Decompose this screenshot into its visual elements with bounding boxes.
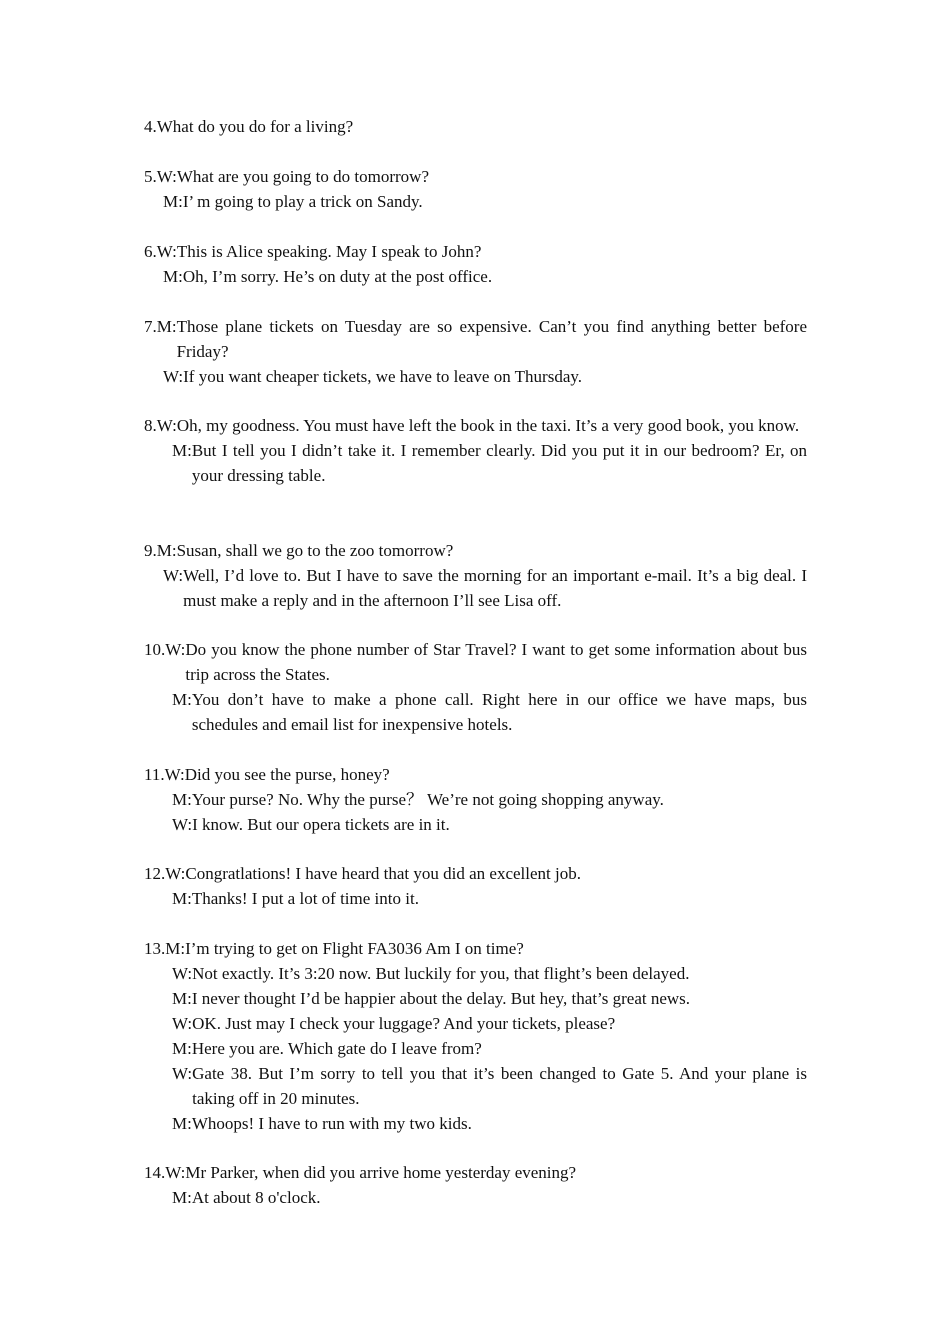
line-text: Well, I’d love to. But I have to save the morning for an important e-mail. It’s a big deal. I must make a reply and in the afternoon I’ll see Lisa off. (183, 566, 807, 610)
speaker-label: W: (156, 242, 177, 261)
question-5 (144, 164, 807, 214)
question-number: 5. (144, 167, 157, 186)
speaker-label: M: (163, 267, 183, 286)
dialogue-line (144, 687, 807, 737)
dialogue-line (144, 239, 807, 264)
dialogue-line (144, 1011, 807, 1036)
line-text: I never thought I’d be happier about the delay. But hey, that’s great news. (191, 989, 691, 1008)
speaker-label: W: (172, 815, 193, 834)
dialogue-line (144, 936, 807, 961)
dialogue-line (144, 986, 807, 1011)
dialogue-line (144, 961, 807, 986)
speaker-label: M: (172, 690, 192, 709)
line-text: Mr Parker, when did you arrive home yesterday evening? (185, 1163, 577, 1182)
dialogue-line (144, 364, 807, 389)
speaker-label: M: (165, 939, 186, 958)
question-4 (144, 114, 807, 139)
dialogue-line (144, 1160, 807, 1185)
line-text: Susan, shall we go to the zoo tomorrow? (176, 541, 454, 560)
question-number: 13. (144, 939, 166, 958)
dialogue-line (144, 189, 807, 214)
line-text: Do you know the phone number of Star Travel? I want to get some information about bus trip across the States. (185, 640, 807, 684)
question-6 (144, 239, 807, 289)
speaker-label: M: (156, 541, 177, 560)
question-12 (144, 861, 807, 911)
speaker-label: M: (172, 1039, 192, 1058)
dialogue-line (144, 1185, 807, 1210)
speaker-label: M: (172, 889, 192, 908)
line-text: Not exactly. It’s 3:20 now. But luckily for you, that flight’s been delayed. (192, 964, 690, 983)
dialogue-line (144, 637, 807, 687)
line-text: This is Alice speaking. May I speak to John? (176, 242, 482, 261)
line-text: I’ m going to play a trick on Sandy. (182, 192, 423, 211)
speaker-label: M: (172, 790, 192, 809)
speaker-label: W: (156, 416, 177, 435)
line-text: Gate 38. But I’m sorry to tell you that it’s been changed to Gate 5. And your plane is taking off in 20 minutes. (192, 1064, 807, 1108)
question-number: 14. (144, 1163, 166, 1182)
speaker-label: M: (172, 1114, 192, 1133)
dialogue-line (144, 1061, 807, 1111)
speaker-label: M: (172, 1188, 192, 1207)
dialogue-line (144, 762, 807, 787)
question-11 (144, 762, 807, 837)
question-number: 8. (144, 416, 157, 435)
question-number: 10. (144, 640, 166, 659)
dialogue-line (144, 812, 807, 837)
line-text: At about 8 o'clock. (191, 1188, 321, 1207)
dialogue-line (144, 114, 807, 139)
line-text: I know. But our opera tickets are in it. (192, 815, 450, 834)
dialogue-line (144, 314, 807, 364)
question-7 (144, 314, 807, 389)
speaker-label: W: (163, 566, 184, 585)
speaker-label: W: (164, 765, 185, 784)
line-text: What are you going to do tomorrow? (176, 167, 429, 186)
line-text: If you want cheaper tickets, we have to leave on Thursday. (183, 367, 583, 386)
question-10 (144, 637, 807, 737)
speaker-label: W: (156, 167, 177, 186)
dialogue-line (144, 1111, 807, 1136)
line-text: Whoops! I have to run with my two kids. (191, 1114, 472, 1133)
speaker-label: W: (165, 1163, 186, 1182)
question-number: 4. (144, 117, 157, 136)
dialogue-line (144, 438, 807, 488)
speaker-label: M: (163, 192, 183, 211)
dialogue-line (144, 538, 807, 563)
line-text: You don’t have to make a phone call. Right here in our office we have maps, bus schedules and email list for inexpensive hotels. (191, 690, 807, 734)
question-13 (144, 936, 807, 1136)
dialogue-line (144, 264, 807, 289)
line-text: Oh, I’m sorry. He’s on duty at the post office. (182, 267, 493, 286)
line-text: Thanks! I put a lot of time into it. (191, 889, 419, 908)
speaker-label: M: (156, 317, 177, 336)
line-text: Oh, my goodness. You must have left the book in the taxi. It’s a very good book, you know. (176, 416, 800, 435)
line-text: Here you are. Which gate do I leave from? (191, 1039, 482, 1058)
line-text: Did you see the purse, honey? (184, 765, 390, 784)
dialogue-line (144, 861, 807, 886)
dialogue-line (144, 164, 807, 189)
line-text: I’m trying to get on Flight FA3036 Am I on time? (185, 939, 524, 958)
question-number: 12. (144, 864, 166, 883)
line-text: But I tell you I didn’t take it. I remember clearly. Did you put it in our bedroom? Er, on your dressing table. (191, 441, 807, 485)
speaker-label: W: (172, 1064, 193, 1083)
question-number: 11. (144, 765, 165, 784)
speaker-label: W: (172, 1014, 193, 1033)
question-number: 6. (144, 242, 157, 261)
speaker-label: W: (172, 964, 193, 983)
question-number: 7. (144, 317, 157, 336)
dialogue-line (144, 787, 807, 812)
dialogue-line (144, 1036, 807, 1061)
question-number: 9. (144, 541, 157, 560)
speaker-label: W: (163, 367, 184, 386)
dialogue-line (144, 886, 807, 911)
question-14 (144, 1160, 807, 1210)
line-text: Congratlations! I have heard that you did an excellent job. (185, 864, 581, 883)
speaker-label: M: (172, 441, 192, 460)
speaker-label: M: (172, 989, 192, 1008)
dialogue-line (144, 563, 807, 613)
dialogue-line (144, 413, 807, 438)
speaker-label: W: (165, 640, 186, 659)
line-text: Those plane tickets on Tuesday are so expensive. Can’t you find anything better before Friday? (176, 317, 807, 361)
question-8 (144, 413, 807, 488)
line-text: What do you do for a living? (156, 117, 354, 136)
line-text: Your purse? No. Why the purse？ We’re not going shopping anyway. (191, 790, 664, 809)
question-9 (144, 538, 807, 613)
speaker-label: W: (165, 864, 186, 883)
line-text: OK. Just may I check your luggage? And your tickets, please? (192, 1014, 616, 1033)
